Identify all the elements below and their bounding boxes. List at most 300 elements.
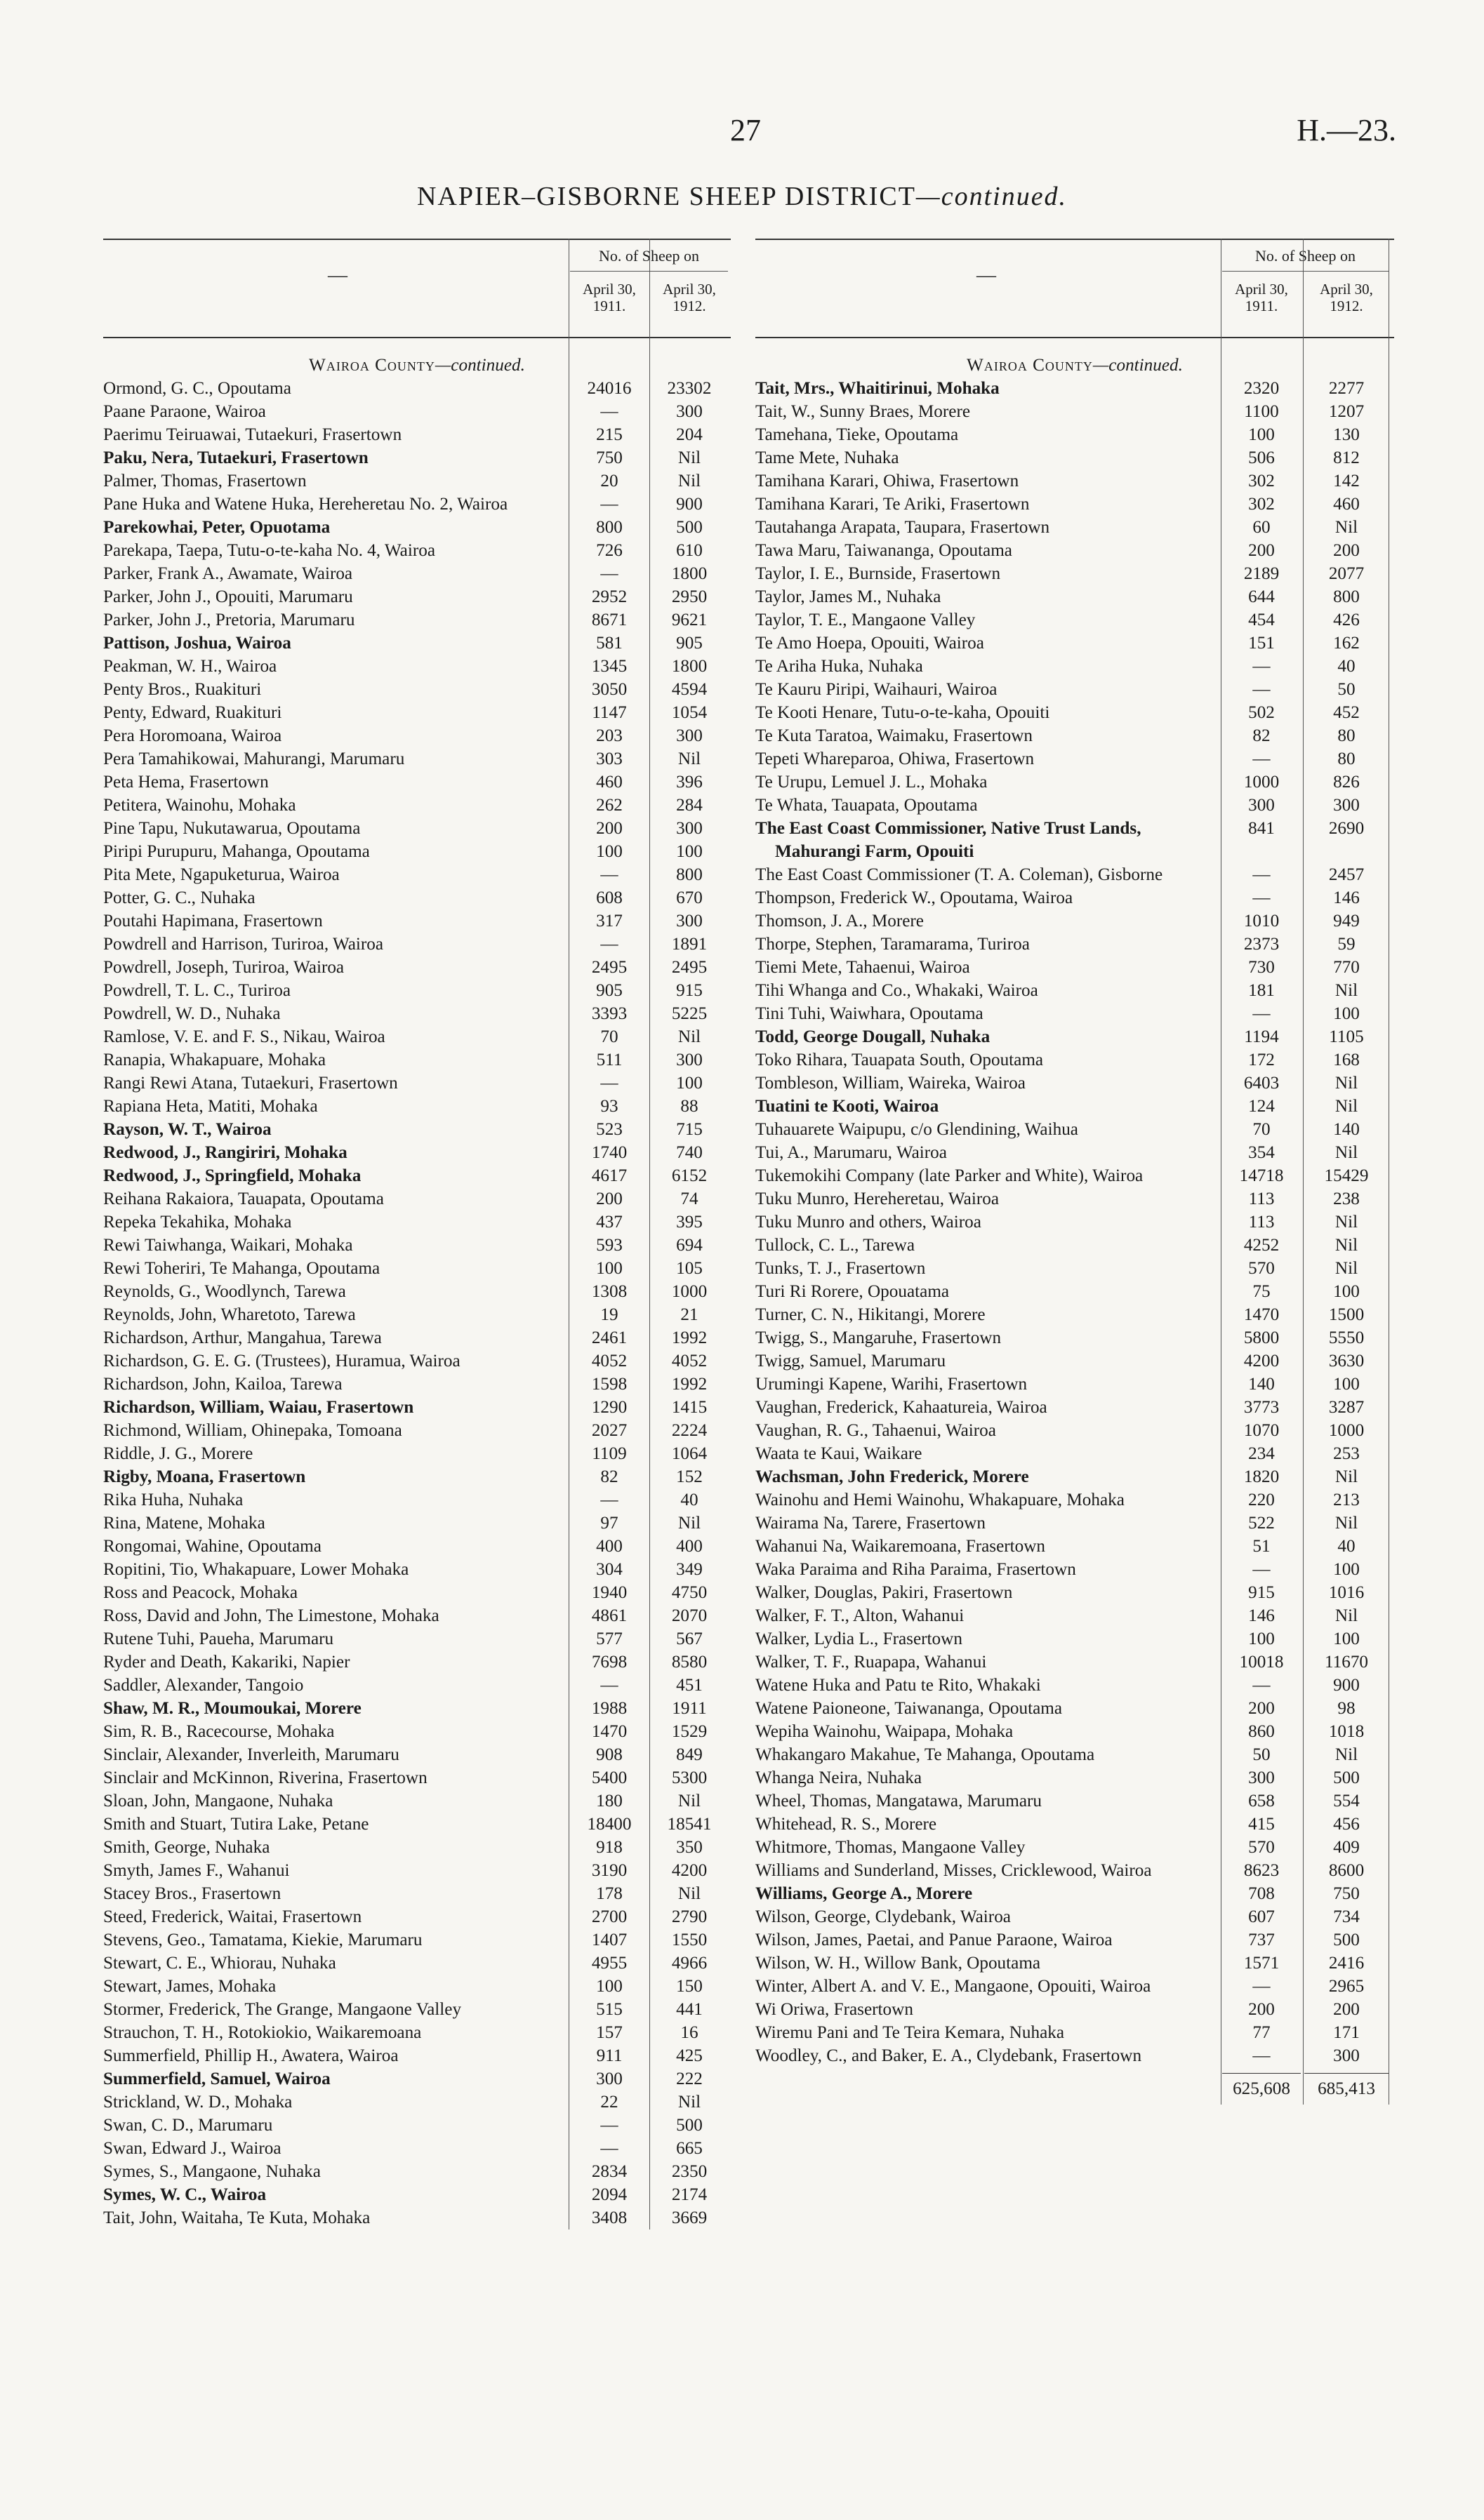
owner-name: Wahanui Na, Waikaremoana, Frasertown (755, 1537, 1046, 1556)
table-row (755, 1488, 1394, 1512)
table-row (103, 1118, 731, 1141)
owner-name: Watene Huka and Patu te Rito, Whakaki (755, 1676, 1041, 1695)
owner-name: Summerfield, Phillip H., Awatera, Wairoa (103, 2046, 399, 2065)
table-row (103, 1813, 731, 1836)
table-row (103, 1303, 731, 1326)
table-row (755, 1720, 1394, 1743)
sheep-1912: 59 (1337, 935, 1356, 954)
sheep-1912: 554 (1333, 1792, 1360, 1811)
owner-name: Tamihana Karari, Ohiwa, Frasertown (755, 472, 1019, 491)
sheep-1911: — (600, 402, 618, 421)
sheep-1911: 2320 (1243, 379, 1280, 398)
sheep-1912: Nil (1334, 1074, 1358, 1093)
sheep-1912: Nil (1334, 1143, 1358, 1162)
table-row (755, 979, 1394, 1002)
sheep-1912: 740 (676, 1143, 703, 1162)
table-row (755, 1952, 1394, 1975)
sheep-1912: 100 (1333, 1004, 1360, 1023)
table-row (755, 1257, 1394, 1280)
sheep-1911: 1010 (1243, 912, 1280, 931)
sheep-1912: 204 (676, 425, 703, 444)
sheep-1912: 4052 (671, 1352, 708, 1371)
sheep-1911: 300 (596, 2069, 623, 2088)
table-row (103, 1836, 731, 1859)
table-row (755, 1095, 1394, 1118)
table-row (103, 1743, 731, 1766)
page-title-suffix: —continued. (915, 182, 1068, 211)
sheep-1911: 1988 (591, 1699, 628, 1718)
table-row (103, 2091, 731, 2114)
sheep-1911: 181 (1248, 981, 1275, 1000)
owner-name: Stewart, James, Mohaka (103, 1977, 277, 1996)
sheep-1912: 5225 (671, 1004, 708, 1023)
sheep-1911: — (600, 865, 618, 884)
sheep-1912: 670 (676, 888, 703, 907)
sheep-1912: 130 (1333, 425, 1360, 444)
owner-name: Strauchon, T. H., Rotokiokio, Waikaremoana (103, 2023, 422, 2042)
sheep-1911: 302 (1248, 472, 1275, 491)
sheep-1912: 915 (676, 981, 703, 1000)
owner-name: Toko Rihara, Tauapata South, Opoutama (755, 1051, 1044, 1069)
sheep-1912: 1000 (1328, 1421, 1365, 1440)
sheep-1912: 1018 (1328, 1722, 1365, 1741)
table-row (103, 632, 731, 655)
table-row (755, 400, 1394, 423)
sheep-1911: 100 (1248, 425, 1275, 444)
sheep-1912: 1529 (671, 1722, 708, 1741)
table-row (755, 1813, 1394, 1836)
header-col-1911: April 30, 1911. (583, 281, 636, 314)
table-row (755, 886, 1394, 909)
sheep-1912: 88 (680, 1097, 698, 1116)
sheep-1911: — (1252, 680, 1271, 699)
sheep-1912: 5300 (671, 1768, 708, 1787)
table-row (755, 1211, 1394, 1234)
sheep-1912: 150 (676, 1977, 703, 1996)
sheep-1911: 4052 (591, 1352, 628, 1371)
sheep-1912: 3287 (1328, 1398, 1365, 1417)
left-table (103, 239, 731, 2229)
sheep-1912: 40 (1337, 1537, 1356, 1556)
table-row (103, 1349, 731, 1373)
sheep-1912: 2070 (671, 1606, 708, 1625)
table-row (103, 1859, 731, 1882)
table-row (103, 1048, 731, 1072)
sheep-1912: 500 (676, 518, 703, 537)
sheep-1912: 171 (1333, 2023, 1360, 2042)
sheep-1912: 395 (676, 1213, 703, 1232)
owner-name: Peta Hema, Frasertown (103, 773, 269, 792)
sheep-1911: 1940 (591, 1583, 628, 1602)
sheep-1912: 4594 (671, 680, 708, 699)
sheep-1912: 2950 (671, 587, 708, 606)
table-row (755, 1373, 1394, 1396)
sheep-1911: 726 (596, 541, 623, 560)
owner-name: Powdrell, W. D., Nuhaka (103, 1004, 281, 1023)
sheep-1912: 1911 (672, 1699, 707, 1718)
owner-name: Rigby, Moana, Frasertown (103, 1467, 306, 1486)
sheep-1911: 1308 (591, 1282, 628, 1301)
sheep-1911: 1470 (1243, 1305, 1280, 1324)
sheep-1911: 113 (1248, 1213, 1275, 1232)
table-row (755, 771, 1394, 794)
owner-name: Penty, Edward, Ruakituri (103, 703, 282, 722)
sheep-1911: 146 (1248, 1606, 1275, 1625)
owner-name: Wairama Na, Tarere, Frasertown (755, 1514, 986, 1533)
table-row (103, 909, 731, 933)
sheep-1911: 415 (1248, 1815, 1275, 1834)
sheep-1911: 460 (596, 773, 623, 792)
owner-name: Williams, George A., Morere (755, 1884, 973, 1903)
sheep-1912: 6152 (671, 1166, 708, 1185)
owner-name: Ross and Peacock, Mohaka (103, 1583, 298, 1602)
owner-name: The East Coast Commissioner, Native Trust Lands, Mahurangi Farm, Opouiti (755, 819, 1141, 861)
table-row (755, 1326, 1394, 1349)
sheep-1912: 142 (1333, 472, 1360, 491)
sheep-1911: 82 (600, 1467, 618, 1486)
sheep-1912: Nil (677, 2093, 701, 2112)
owner-name: Ramlose, V. E. and F. S., Nikau, Wairoa (103, 1027, 385, 1046)
sheep-1911: 200 (1248, 1699, 1275, 1718)
sheep-1911: 4200 (1243, 1352, 1280, 1371)
sheep-1912: Nil (1334, 1745, 1358, 1764)
table-row (755, 863, 1394, 886)
sheep-1912: 80 (1337, 749, 1356, 768)
table-row (755, 516, 1394, 539)
page-title-text: NAPIER–GISBORNE SHEEP DISTRICT (416, 182, 916, 211)
sheep-1912: 100 (676, 842, 703, 861)
table-row (103, 1373, 731, 1396)
sheep-1911: 317 (596, 912, 623, 931)
sheep-1911: 4861 (591, 1606, 628, 1625)
owner-name: Smyth, James F., Wahanui (103, 1861, 290, 1880)
sheep-1911: 2700 (591, 1907, 628, 1926)
sheep-1911: 1407 (591, 1931, 628, 1949)
sheep-1912: Nil (1334, 518, 1358, 537)
section-heading-county: Wairoa County (967, 356, 1093, 375)
sheep-1912: 2457 (1328, 865, 1365, 884)
sheep-1911: 437 (596, 1213, 623, 1232)
owner-name: Reynolds, John, Wharetoto, Tarewa (103, 1305, 356, 1324)
sheep-1911: 1571 (1243, 1954, 1280, 1973)
page-number: 27 (730, 113, 761, 147)
sheep-1911: 8671 (591, 611, 628, 629)
owner-name: Richardson, William, Waiau, Frasertown (103, 1398, 414, 1417)
table-header (755, 240, 1394, 338)
owner-name: Parker, Frank A., Awamate, Wairoa (103, 564, 353, 583)
table-row (755, 1025, 1394, 1048)
table-row (103, 1025, 731, 1048)
owner-name: Powdrell, Joseph, Turiroa, Wairoa (103, 958, 345, 977)
sheep-1911: 157 (596, 2023, 623, 2042)
sheep-1911: — (1252, 888, 1271, 907)
sheep-1912: 1800 (671, 564, 708, 583)
sheep-1912: 1800 (671, 657, 708, 676)
sheep-1912: Nil (1334, 1514, 1358, 1533)
owner-name: Sinclair and McKinnon, Riverina, Frasertown (103, 1768, 428, 1787)
table-row (103, 423, 731, 446)
sheep-1911: 1740 (591, 1143, 628, 1162)
owner-name: Tuatini te Kooti, Wairoa (755, 1097, 939, 1116)
owner-name: Richardson, G. E. G. (Trustees), Huramua, Wairoa (103, 1352, 461, 1371)
sheep-1912: 1000 (671, 1282, 708, 1301)
sheep-1912: 750 (1333, 1884, 1360, 1903)
owner-name: Twigg, S., Mangaruhe, Frasertown (755, 1328, 1002, 1347)
table-row (103, 1095, 731, 1118)
sheep-1912: 100 (1333, 1560, 1360, 1579)
sheep-1912: 900 (1333, 1676, 1360, 1695)
table-row (103, 1928, 731, 1952)
table-row (103, 678, 731, 701)
sheep-1912: 100 (1333, 1375, 1360, 1394)
sheep-1911: 570 (1248, 1259, 1275, 1278)
owner-name: Rapiana Heta, Matiti, Mohaka (103, 1097, 318, 1116)
sheep-1912: 300 (676, 819, 703, 838)
sheep-1911: 2094 (591, 2185, 628, 2204)
table-row (755, 701, 1394, 724)
table-row (755, 1118, 1394, 1141)
owner-name: Wachsman, John Frederick, Morere (755, 1467, 1029, 1486)
table-row (103, 701, 731, 724)
table-row (755, 1766, 1394, 1789)
table-row (103, 840, 731, 863)
table-row (755, 655, 1394, 678)
sheep-1911: 1000 (1243, 773, 1280, 792)
table-row (103, 1465, 731, 1488)
owner-name: Paane Paraone, Wairoa (103, 402, 266, 421)
table-row (755, 539, 1394, 562)
sheep-1912: 2350 (671, 2162, 708, 2181)
table-row (103, 1975, 731, 1998)
table-row (103, 1164, 731, 1187)
table-row (103, 585, 731, 608)
table-row (755, 817, 1394, 863)
sheep-1912: 21 (680, 1305, 698, 1324)
table-row (103, 1998, 731, 2021)
table-row (103, 1072, 731, 1095)
table-row (755, 1187, 1394, 1211)
owner-name: Stormer, Frederick, The Grange, Mangaone Valley (103, 2000, 462, 2019)
sheep-1912: 50 (1337, 680, 1356, 699)
table-row (755, 1164, 1394, 1187)
sheep-1911: 658 (1248, 1792, 1275, 1811)
sheep-1912: 456 (1333, 1815, 1360, 1834)
sheep-1911: 8623 (1243, 1861, 1280, 1880)
sheep-1912: 105 (676, 1259, 703, 1278)
sheep-1911: 100 (1248, 1629, 1275, 1648)
sheep-1911: — (600, 1074, 618, 1093)
sheep-1912: 451 (676, 1676, 703, 1695)
sheep-1912: 452 (1333, 703, 1360, 722)
sheep-1911: 515 (596, 2000, 623, 2019)
table-row (103, 863, 731, 886)
sheep-1912: 98 (1337, 1699, 1356, 1718)
owner-name: Rangi Rewi Atana, Tutaekuri, Frasertown (103, 1074, 398, 1093)
sheep-1912: 2277 (1328, 379, 1365, 398)
owner-name: Shaw, M. R., Moumoukai, Morere (103, 1699, 362, 1718)
table-row (755, 1674, 1394, 1697)
table-row (755, 469, 1394, 493)
sheep-1911: 300 (1248, 796, 1275, 815)
table-row (103, 2021, 731, 2044)
owner-name: Urumingi Kapene, Warihi, Frasertown (755, 1375, 1028, 1394)
sheep-1912: 949 (1333, 912, 1360, 931)
table-row (103, 1581, 731, 1604)
sheep-1912: 800 (1333, 587, 1360, 606)
owner-name: Ranapia, Whakapuare, Mohaka (103, 1051, 326, 1069)
owner-name: Wheel, Thomas, Mangatawa, Marumaru (755, 1792, 1042, 1811)
table-row (103, 2183, 731, 2206)
owner-name: Waata te Kaui, Waikare (755, 1444, 922, 1463)
sheep-1911: 708 (1248, 1884, 1275, 1903)
sheep-1912: 3669 (671, 2208, 708, 2227)
right-table (755, 239, 1394, 2101)
owner-name: Thompson, Frederick W., Opoutama, Wairoa (755, 888, 1073, 907)
owner-name: Pane Huka and Watene Huka, Hereheretau No. 2, Wairoa (103, 495, 508, 514)
sheep-1911: 1345 (591, 657, 628, 676)
sheep-1912: 349 (676, 1560, 703, 1579)
owner-name: Tepeti Whareparoa, Ohiwa, Frasertown (755, 749, 1035, 768)
table-row (755, 1002, 1394, 1025)
sheep-1912: 734 (1333, 1907, 1360, 1926)
owner-name: Tautahanga Arapata, Taupara, Frasertown (755, 518, 1050, 537)
table-row (103, 1141, 731, 1164)
sheep-1911: 2461 (591, 1328, 628, 1347)
sheep-1911: 581 (596, 634, 623, 653)
owner-name: Woodley, C., and Baker, E. A., Clydebank, Frasertown (755, 2046, 1142, 2065)
sheep-1912: 100 (1333, 1629, 1360, 1648)
section-heading-county: Wairoa County (309, 356, 435, 375)
table-row (755, 1859, 1394, 1882)
table-row (103, 655, 731, 678)
sheep-1911: 737 (1248, 1931, 1275, 1949)
sheep-1912: 4750 (671, 1583, 708, 1602)
sheep-1911: 22 (600, 2093, 618, 2112)
sheep-1912: Nil (1334, 1467, 1358, 1486)
sheep-1911: 200 (1248, 2000, 1275, 2019)
column-rule (1303, 239, 1304, 2105)
table-row (103, 1952, 731, 1975)
sheep-1911: 506 (1248, 448, 1275, 467)
owner-name: Pita Mete, Ngapuketurua, Wairoa (103, 865, 340, 884)
sheep-1912: Nil (1334, 1259, 1358, 1278)
sheep-1911: 860 (1248, 1722, 1275, 1741)
table-row (755, 1882, 1394, 1905)
owner-name: Stevens, Geo., Tamatama, Kiekie, Marumaru (103, 1931, 423, 1949)
table-row (755, 1627, 1394, 1651)
sheep-1912: 3630 (1328, 1352, 1365, 1371)
owner-name: Repeka Tekahika, Mohaka (103, 1213, 292, 1232)
sheep-1911: 304 (596, 1560, 623, 1579)
table-row (103, 1396, 731, 1419)
header-bottom-rule (755, 337, 1394, 338)
sheep-1911: — (1252, 1676, 1271, 1695)
sheep-1911: 4955 (591, 1954, 628, 1973)
owner-name: Richardson, Arthur, Mangahua, Tarewa (103, 1328, 382, 1347)
owner-name: Symes, S., Mangaone, Nuhaka (103, 2162, 321, 2181)
sheep-1911: 502 (1248, 703, 1275, 722)
sheep-1912: 425 (676, 2046, 703, 2065)
table-header (103, 240, 731, 338)
sheep-1911: 511 (596, 1051, 623, 1069)
header-name-column: — (328, 265, 347, 286)
owner-name: Pine Tapu, Nukutawarua, Opoutama (103, 819, 361, 838)
sheep-1912: 900 (676, 495, 703, 514)
sheep-1912: 849 (676, 1745, 703, 1764)
sheep-1911: 2027 (591, 1421, 628, 1440)
table-row (755, 1048, 1394, 1072)
total-1912: 685,413 (1304, 2073, 1389, 2105)
owner-name: Vaughan, R. G., Tahaenui, Wairoa (755, 1421, 996, 1440)
owner-name: Te Whata, Tauapata, Opoutama (755, 796, 978, 815)
sheep-1911: 800 (596, 518, 623, 537)
sheep-1911: 1598 (591, 1375, 628, 1394)
table-row (103, 2114, 731, 2137)
owner-name: Te Ariha Huka, Nuhaka (755, 657, 923, 676)
sheep-1911: — (600, 495, 618, 514)
sheep-1911: 1290 (591, 1398, 628, 1417)
table-row (755, 2044, 1394, 2067)
table-row (755, 1141, 1394, 1164)
table-row (755, 1280, 1394, 1303)
owner-name: Tait, Mrs., Whaitirinui, Mohaka (755, 379, 1000, 398)
table-row (755, 1604, 1394, 1627)
owner-name: Walker, T. F., Ruapapa, Wahanui (755, 1653, 987, 1672)
sheep-1911: 608 (596, 888, 623, 907)
sheep-1911: 3190 (591, 1861, 628, 1880)
sheep-1912: 8600 (1328, 1861, 1365, 1880)
table-row (103, 400, 731, 423)
owner-name: Thorpe, Stephen, Taramarama, Turiroa (755, 935, 1030, 954)
owner-name: Saddler, Alexander, Tangoio (103, 1676, 304, 1695)
owner-name: Pera Horomoana, Wairoa (103, 726, 282, 745)
sheep-1911: — (600, 2139, 618, 2158)
sheep-1912: 8580 (671, 1653, 708, 1672)
sheep-1912: Nil (677, 1514, 701, 1533)
sheep-1912: 162 (1333, 634, 1360, 653)
sheep-1911: 124 (1248, 1097, 1275, 1116)
owner-name: Poutahi Hapimana, Frasertown (103, 912, 323, 931)
sheep-1912: Nil (1334, 981, 1358, 1000)
header-group-label: No. of Sheep on (1255, 247, 1356, 265)
sheep-1911: 200 (596, 1189, 623, 1208)
header-col-1912: April 30, 1912. (663, 281, 716, 314)
page-title (0, 181, 1484, 212)
table-row (103, 516, 731, 539)
owner-name: Vaughan, Frederick, Kahaatureia, Wairoa (755, 1398, 1047, 1417)
table-row (103, 1326, 731, 1349)
owner-name: Rewi Toheriri, Te Mahanga, Opoutama (103, 1259, 380, 1278)
sheep-1911: — (600, 1676, 618, 1695)
table-row (103, 446, 731, 469)
sheep-1911: — (1252, 865, 1271, 884)
sheep-1911: 522 (1248, 1514, 1275, 1533)
sheep-1911: 2373 (1243, 935, 1280, 954)
sheep-1911: 5400 (591, 1768, 628, 1787)
sheep-1911: 200 (1248, 541, 1275, 560)
table-row (755, 1928, 1394, 1952)
sheep-1912: 300 (676, 726, 703, 745)
table-row (755, 678, 1394, 701)
table-row (755, 1072, 1394, 1095)
table-row (103, 2206, 731, 2229)
table-row (103, 794, 731, 817)
sheep-1911: 51 (1252, 1537, 1271, 1556)
owner-name: Walker, Douglas, Pakiri, Frasertown (755, 1583, 1013, 1602)
sheep-1912: 146 (1333, 888, 1360, 907)
sheep-1912: 500 (676, 2116, 703, 2135)
sheep-1912: 100 (676, 1074, 703, 1093)
